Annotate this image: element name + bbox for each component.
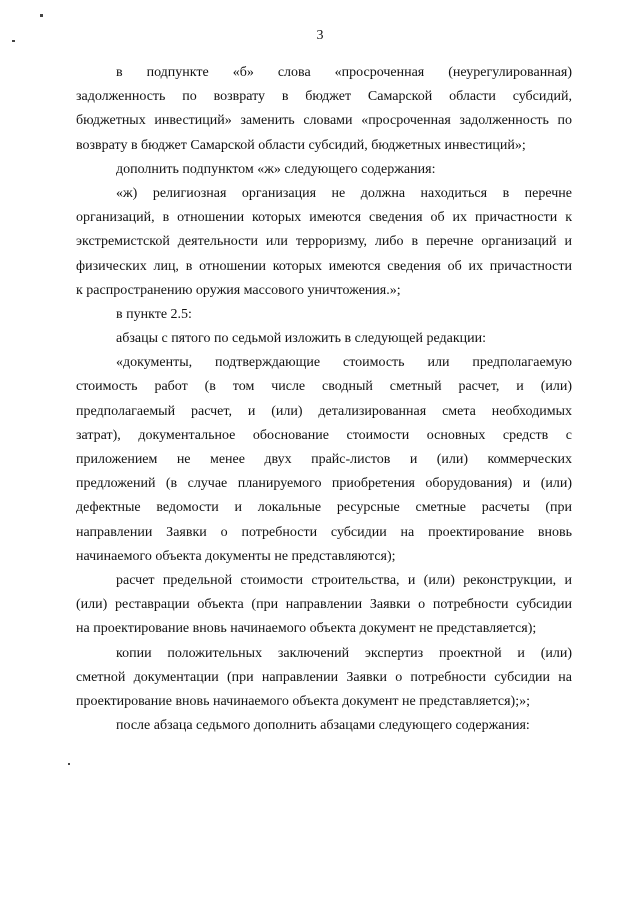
text-line: расчет предельной стоимости строительства, и (или) реконструкции, и — [116, 572, 572, 588]
text-line: экстремистской деятельности или терроризму, либо в перечне организаций и — [76, 234, 572, 250]
page-number: 3 — [316, 28, 324, 43]
text-line: направлении Заявки о потребности субсидии на проектирование вновь — [76, 524, 572, 540]
text-line: сметной документации (при направлении Заявки о потребности субсидии на — [76, 669, 572, 685]
text-line: приложением не менее двух прайс-листов и (или) коммерческих — [76, 452, 572, 467]
text-line: стоимость работ (в том числе сводный сметный расчет, и (или) — [76, 379, 572, 395]
text-line: возврату в бюджет Самарской области субсидий, бюджетных инвестиций»; — [76, 137, 526, 153]
text-line: предложений (в случае планируемого приобретения оборудования) и (или) — [76, 476, 572, 492]
scan-artifact — [40, 14, 43, 17]
text-line: после абзаца седьмого дополнить абзацами следующего содержания: — [116, 718, 530, 734]
text-line: предполагаемый расчет, и (или) детализированная смета необходимых — [76, 403, 572, 419]
text-line: (или) реставрации объекта (при направлении Заявки о потребности субсидии — [76, 597, 572, 613]
text-line: физических лиц, в отношении которых имеются сведения об их причастности — [76, 258, 572, 274]
text-line: в подпункте «б» слова «просроченная (неурегулированная) — [116, 65, 572, 80]
text-line: бюджетных инвестиций» заменить словами «просроченная задолженность по — [76, 113, 572, 129]
text-line: «ж) религиозная организация не должна находиться в перечне — [116, 185, 572, 201]
text-line: дополнить подпунктом «ж» следующего содержания: — [116, 161, 436, 177]
text-line: абзацы с пятого по седьмой изложить в следующей редакции: — [116, 331, 486, 347]
document-body — [76, 61, 572, 738]
text-line: организаций, в отношении которых имеются сведения об их причастности к — [76, 210, 572, 226]
scan-artifact — [68, 763, 70, 765]
text-line: «документы, подтверждающие стоимость или предполагаемую — [116, 355, 572, 371]
text-line: начинаемого объекта документы не представляются); — [76, 548, 396, 564]
text-line: копии положительных заключений экспертиз проектной и (или) — [116, 645, 572, 661]
text-line: на проектирование вновь начинаемого объекта документ не представляется); — [76, 621, 537, 637]
text-line: дефектные ведомости и локальные ресурсные сметные расчеты (при — [76, 500, 572, 516]
text-line: задолженность по возврату в бюджет Самарской области субсидий, — [76, 89, 572, 105]
text-line: проектирование вновь начинаемого объекта документ не представляется);»; — [76, 693, 530, 709]
text-line: в пункте 2.5: — [116, 306, 192, 322]
text-line: к распространению оружия массового уничтожения.»; — [76, 282, 401, 298]
text-line: затрат), документальное обоснование стоимости основных средств с — [76, 427, 572, 443]
